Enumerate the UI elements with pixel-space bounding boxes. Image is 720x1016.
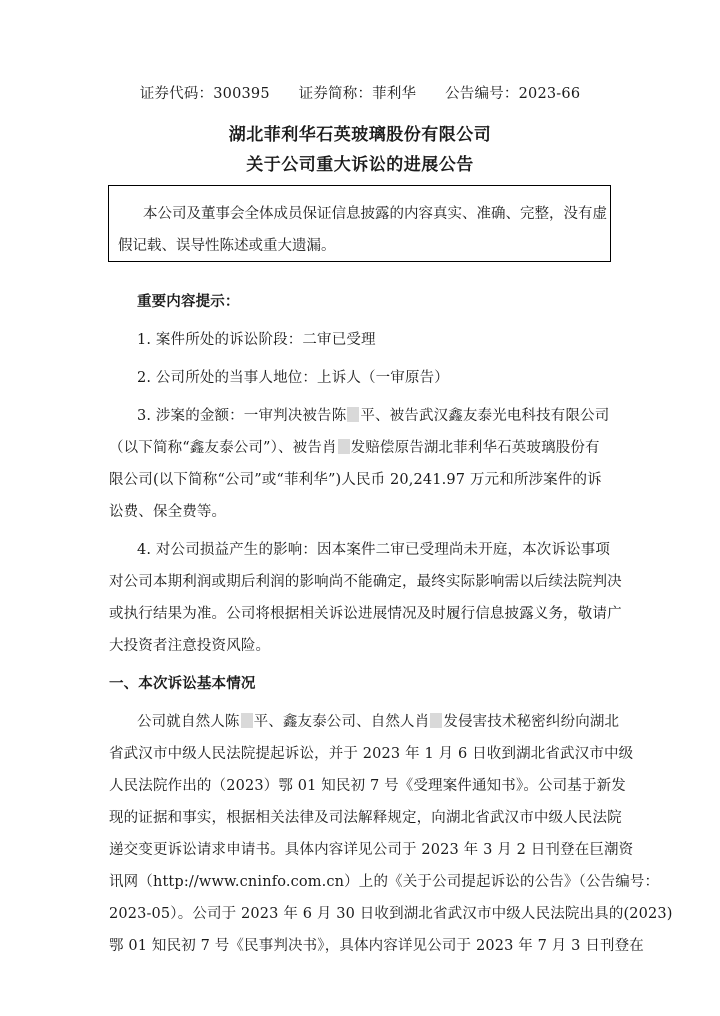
- header-line: [0, 82, 720, 103]
- key-point-3-line-2: （以下简称“鑫友泰公司”）、被告肖 发赔偿原告湖北菲利华石英玻璃股份有: [109, 440, 600, 456]
- key-points-heading: 重要内容提示：: [137, 293, 240, 310]
- disclaimer-line-1: 本公司及董事会全体成员保证信息披露的内容真实、准确、完整，没有虚: [143, 206, 607, 222]
- security-abbr-label: 证券简称：: [298, 86, 373, 102]
- key-point-3-line-1: 3. 涉案的金额：一审判决被告陈 平、被告武汉鑫友泰光电科技有限公司: [137, 408, 610, 424]
- key-point-4-line-3: 或执行结果为准。公司将根据相关诉讼进展情况及时履行信息披露义务，敬请广: [109, 606, 622, 622]
- section-1-line-4: 现的证据和事实，根据相关法律及司法解释规定，向湖北省武汉市中级人民法院: [109, 810, 622, 826]
- security-code-label: 证券代码：: [139, 86, 214, 102]
- key-point-2: 2. 公司所处的当事人地位：上诉人（一审原告）: [137, 370, 449, 386]
- key-point-4-line-1: 4. 对公司损益产生的影响：因本案件二审已受理尚未开庭，本次诉讼事项: [137, 542, 611, 558]
- key-point-4-line-2: 对公司本期利润或期后利润的影响尚不能确定，最终实际影响需以后续法院判决: [109, 574, 622, 590]
- redaction-mark: [430, 713, 442, 728]
- key-point-3-line-3: 限公司(以下简称“公司”或“菲利华”)人民币 20,241.97 万元和所涉案件的诉: [109, 472, 602, 488]
- key-point-1: 1. 案件所处的诉讼阶段：二审已受理: [137, 332, 376, 348]
- security-abbr: 菲利华: [372, 86, 417, 102]
- section-1-line-8: 鄂 01 知民初 7 号《民事判决书》，具体内容详见公司于 2023 年 7 月 3 日刊登在: [109, 938, 644, 954]
- section-1-line-1: 公司就自然人陈 平、鑫友泰公司、自然人肖 发侵害技术秘密纠纷向湖北: [137, 714, 620, 730]
- key-point-4-line-4: 大投资者注意投资风险。: [109, 638, 271, 654]
- section-1-line-2: 省武汉市中级人民法院提起诉讼，并于 2023 年 1 月 6 日收到湖北省武汉市中级: [109, 746, 634, 762]
- disclaimer-line-2: 假记载、误导性陈述或重大遗漏。: [118, 238, 336, 254]
- announcement-no-label: 公告编号：: [445, 86, 519, 102]
- announcement-no: 2023-66: [518, 86, 581, 102]
- company-title: 湖北菲利华石英玻璃股份有限公司: [228, 125, 492, 145]
- redaction-mark: [338, 439, 350, 454]
- section-1-line-3: 人民法院作出的（2023）鄂 01 知民初 7 号《受理案件通知书》。公司基于新发: [109, 778, 626, 794]
- section-1-line-5: 递交变更诉讼请求申请书。具体内容详见公司于 2023 年 3 月 2 日刊登在巨潮资: [109, 842, 634, 858]
- key-point-3-line-4: 讼费、保全费等。: [109, 504, 227, 520]
- security-code: 300395: [213, 86, 270, 102]
- announcement-title: 关于公司重大诉讼的进展公告: [246, 155, 474, 175]
- section-1-line-6: 讯网（http://www.cninfo.com.cn）上的《关于公司提起诉讼的公告》（公告编号：: [109, 874, 660, 890]
- section-1-line-7: 2023-05）。公司于 2023 年 6 月 30 日收到湖北省武汉市中级人民法院出具的(2023): [109, 906, 673, 922]
- section-1-heading: 一、本次诉讼基本情况: [109, 675, 256, 692]
- redaction-mark: [241, 713, 253, 728]
- redaction-mark: [347, 407, 359, 422]
